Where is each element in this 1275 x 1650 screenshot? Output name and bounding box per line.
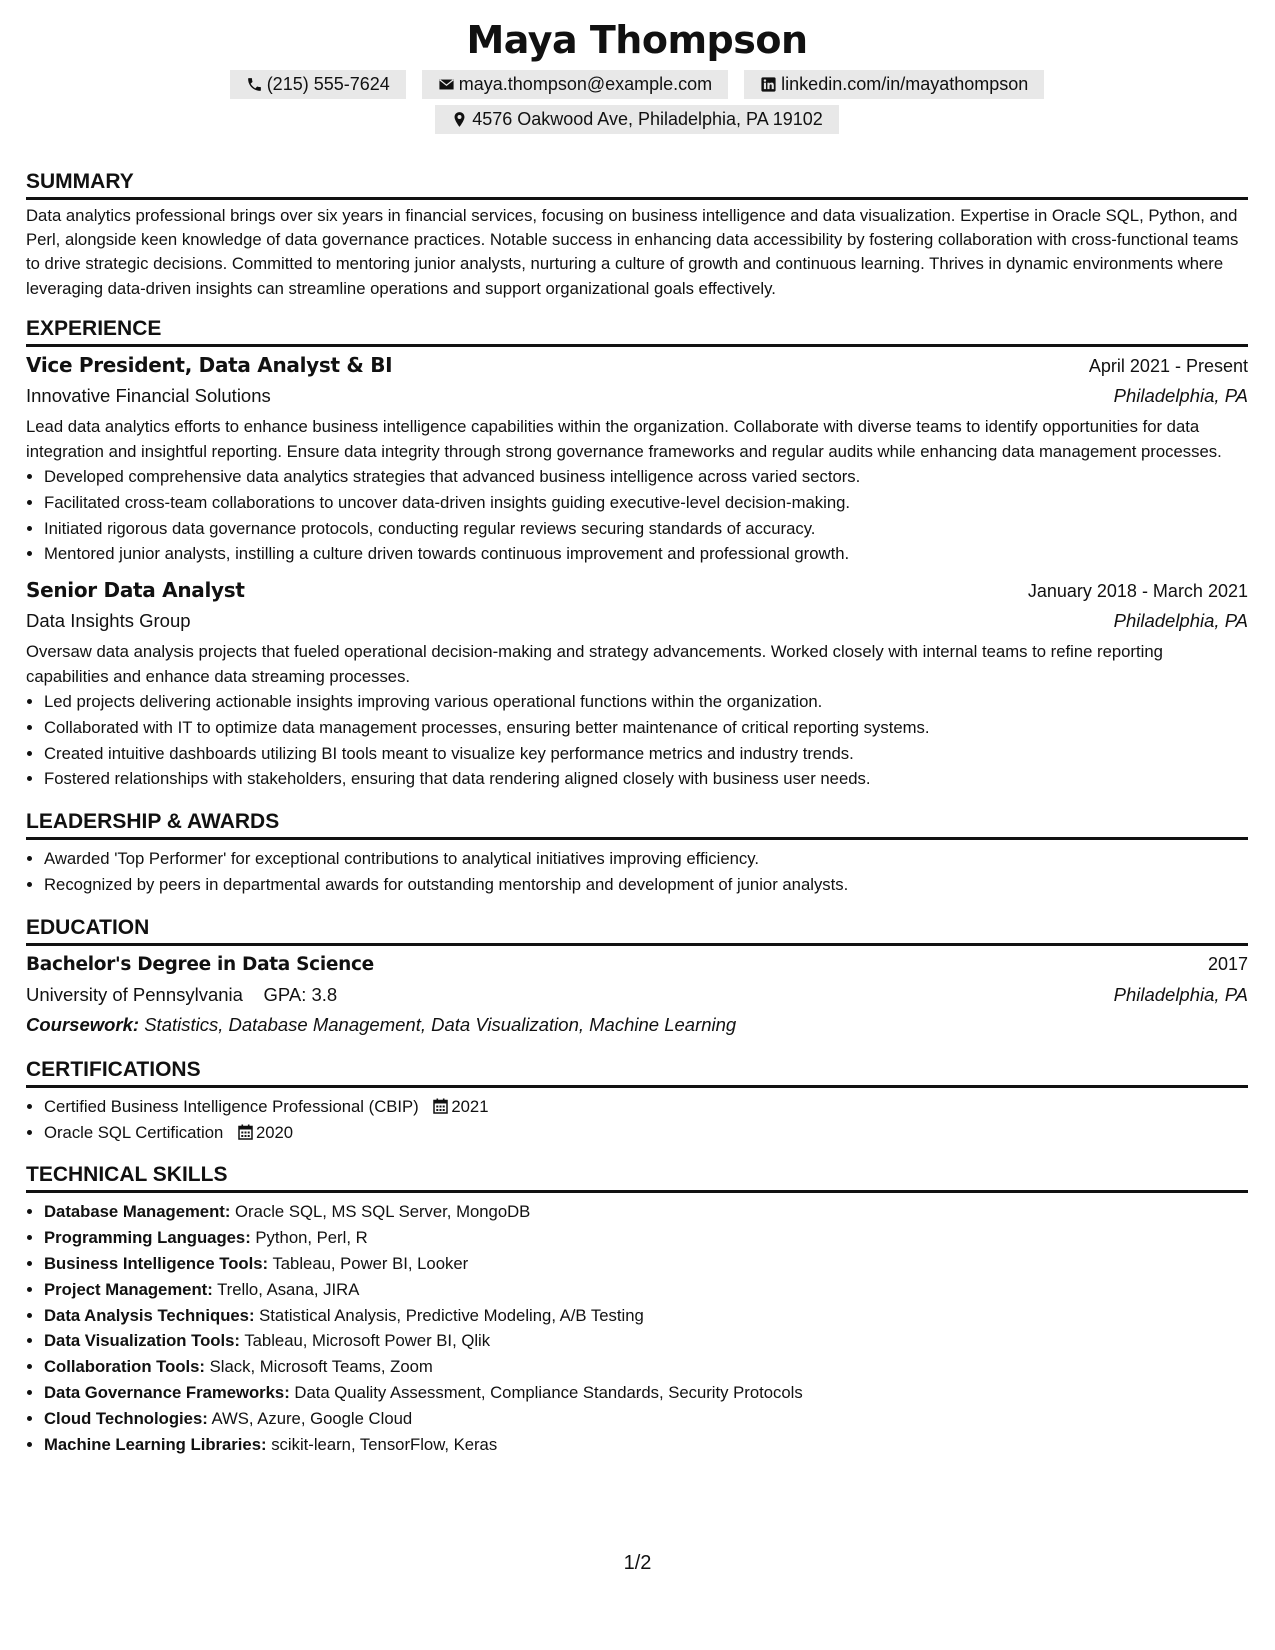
coursework <box>26 1010 1248 1040</box>
certification-item <box>44 1094 1248 1120</box>
job-bullet: • Initiated rigorous data governance protocols, conducting regular reviews securing standards of accuracy. <box>44 516 1248 542</box>
school-and-gpa <box>26 980 337 1010</box>
skill-value: Tableau, Power BI, Looker <box>272 1254 469 1273</box>
skill-label: Cloud Technologies: <box>44 1408 208 1428</box>
coursework-label: Coursework: <box>26 1013 140 1035</box>
skill-item <box>44 1303 1248 1329</box>
linkedin-text: linkedin.com/in/mayathompson <box>781 73 1029 94</box>
skill-value: scikit-learn, TensorFlow, Keras <box>271 1434 498 1454</box>
section-title-awards: LEADERSHIP & AWARDS <box>26 808 1248 840</box>
section-title-education: EDUCATION <box>26 914 1248 946</box>
page-indicator: 1/2 <box>623 1552 652 1574</box>
education-header-row <box>26 949 1248 980</box>
school-name: University of Pennsylvania <box>26 983 243 1005</box>
job-company-row <box>26 606 1248 636</box>
skill-value: AWS, Azure, Google Cloud <box>211 1408 413 1428</box>
summary-text: Data analytics professional brings over six years in financial services, focusing on business intelligence and data visualization. Expertise in Oracle SQL, Python, and Perl, alongside keen knowledge of data governance practices. Notable success in enhancing data accessibility by fostering collaboration with cross-functional teams to drive strategic decisions. Committed to mentoring junior analysts, nurturing a culture of growth and continuous learning. Thrives in dynamic environments where leveraging data-driven insights can streamline operations and support organizational goals effectively. <box>26 205 1239 298</box>
skill-item <box>44 1225 1248 1251</box>
linkedin-chip[interactable] <box>744 70 1044 99</box>
job-company: Innovative Financial Solutions <box>26 385 271 407</box>
phone-text: (215) 555-7624 <box>266 73 390 94</box>
job-title: Vice President, Data Analyst & BI <box>26 353 393 378</box>
school-location: Philadelphia, PA <box>1113 983 1248 1005</box>
certification-year: 2020 <box>255 1122 294 1142</box>
job-description: Oversaw data analysis projects that fueled operational decision-making and strategy advancements. Worked closely with internal teams to refine reporting capabilities and enhance data streaming processes. <box>26 642 1163 686</box>
job-bullet: • Facilitated cross-team collaborations to uncover data-driven insights guiding executive-level decision-making. <box>44 490 1248 516</box>
skill-item <box>44 1354 1248 1380</box>
skill-item <box>44 1432 1248 1458</box>
skill-item <box>44 1406 1248 1432</box>
skill-label: Project Management: <box>44 1279 213 1299</box>
skills-list <box>26 1199 1248 1457</box>
skill-label: Business Intelligence Tools: <box>44 1254 269 1273</box>
skills-section <box>26 1161 1248 1457</box>
job-header-row <box>26 575 1248 606</box>
skill-label: Data Analysis Techniques: <box>44 1305 255 1325</box>
job-company: Data Insights Group <box>26 610 191 632</box>
job-bullet: • Fostered relationships with stakeholders, ensuring that data rendering aligned closely with business user needs. <box>44 766 1248 792</box>
email-chip[interactable] <box>422 70 728 99</box>
phone-icon <box>246 76 263 93</box>
skill-item <box>44 1251 1248 1277</box>
awards-section <box>26 808 1248 898</box>
certification-name: Oracle SQL Certification <box>44 1122 224 1142</box>
calendar-icon <box>238 1124 253 1140</box>
skill-label: Data Governance Frameworks: <box>44 1382 290 1402</box>
address-text: 4576 Oakwood Ave, Philadelphia, PA 19102 <box>472 108 823 129</box>
education-school-row <box>26 980 1248 1010</box>
certification-name: Certified Business Intelligence Professional (CBIP) <box>44 1096 419 1116</box>
envelope-icon <box>438 76 455 93</box>
job-bullet: • Developed comprehensive data analytics strategies that advanced business intelligence across varied sectors. <box>44 464 1248 490</box>
job-location: Philadelphia, PA <box>1113 610 1248 632</box>
skill-label: Machine Learning Libraries: <box>44 1434 267 1454</box>
job-bullet: • Mentored junior analysts, instilling a culture driven towards continuous improvement and professional growth. <box>44 541 1248 567</box>
skill-item <box>44 1277 1248 1303</box>
job-location: Philadelphia, PA <box>1113 385 1248 407</box>
calendar-icon <box>433 1098 448 1114</box>
job-bullet: • Collaborated with IT to optimize data management processes, ensuring better maintenance of critical reporting systems. <box>44 715 1248 741</box>
award-item: • Awarded 'Top Performer' for exceptional contributions to analytical initiatives improving efficiency. <box>44 846 1248 872</box>
skill-value: Tableau, Microsoft Power BI, Qlik <box>244 1331 491 1351</box>
job-header-row <box>26 350 1248 381</box>
job-dates: April 2021 - Present <box>1088 356 1248 377</box>
certification-year: 2021 <box>451 1096 489 1116</box>
job-entry <box>26 575 1248 792</box>
job-dates: January 2018 - March 2021 <box>1027 581 1248 602</box>
certifications-list <box>26 1094 1248 1146</box>
skill-value: Statistical Analysis, Predictive Modeling, A/B Testing <box>259 1305 644 1325</box>
job-bullets <box>26 689 1248 792</box>
summary-section <box>26 168 1248 302</box>
certification-item <box>44 1120 1248 1146</box>
skill-value: Slack, Microsoft Teams, Zoom <box>209 1357 433 1377</box>
coursework-list: Statistics, Database Management, Data Visualization, Machine Learning <box>144 1013 737 1035</box>
skill-value: Data Quality Assessment, Compliance Standards, Security Protocols <box>294 1382 803 1402</box>
candidate-name: Maya Thompson <box>466 18 808 62</box>
resume-page <box>26 18 1248 1457</box>
phone-chip[interactable] <box>230 70 406 99</box>
job-description: Lead data analytics efforts to enhance business intelligence capabilities within the organization. Collaborate with diverse teams to identify opportunities for data integration and insightful reporting. Ensure data integrity through strong governance frameworks and regular audits while enhancing data management processes. <box>26 417 1222 461</box>
job-bullet: • Created intuitive dashboards utilizing BI tools meant to visualize key performance metrics and industry trends. <box>44 741 1248 767</box>
address-chip <box>435 105 839 134</box>
skill-value: Oracle SQL, MS SQL Server, MongoDB <box>235 1202 531 1222</box>
contact-row-1 <box>26 70 1248 99</box>
map-pin-icon <box>451 111 468 128</box>
certifications-section <box>26 1056 1248 1146</box>
experience-section <box>26 315 1248 792</box>
skill-label: Data Visualization Tools: <box>44 1331 240 1351</box>
job-company-row <box>26 381 1248 411</box>
skill-item <box>44 1328 1248 1354</box>
skill-item <box>44 1380 1248 1406</box>
skill-value: Trello, Asana, JIRA <box>217 1279 360 1299</box>
graduation-year: 2017 <box>1207 953 1248 974</box>
job-bullets <box>26 464 1248 567</box>
job-bullet: • Led projects delivering actionable insights improving various operational functions within the organization. <box>44 689 1248 715</box>
gpa: GPA: 3.8 <box>263 983 338 1005</box>
contact-row-2 <box>26 105 1248 134</box>
section-title-summary: SUMMARY <box>26 168 1248 200</box>
awards-list <box>26 846 1248 898</box>
skill-label: Programming Languages: <box>44 1228 251 1248</box>
degree-title: Bachelor's Degree in Data Science <box>26 953 374 975</box>
email-text: maya.thompson@example.com <box>458 73 713 94</box>
section-title-skills: TECHNICAL SKILLS <box>26 1161 1248 1193</box>
skill-label: Database Management: <box>44 1202 231 1222</box>
section-title-experience: EXPERIENCE <box>26 315 1248 347</box>
job-title: Senior Data Analyst <box>26 578 245 603</box>
job-entry <box>26 350 1248 567</box>
linkedin-icon <box>760 76 777 93</box>
skill-label: Collaboration Tools: <box>44 1357 205 1377</box>
section-title-certifications: CERTIFICATIONS <box>26 1056 1248 1088</box>
education-section <box>26 914 1248 1040</box>
skill-value: Python, Perl, R <box>255 1228 368 1248</box>
skill-item <box>44 1199 1248 1225</box>
award-item: • Recognized by peers in departmental awards for outstanding mentorship and development of junior analysts. <box>44 872 1248 898</box>
